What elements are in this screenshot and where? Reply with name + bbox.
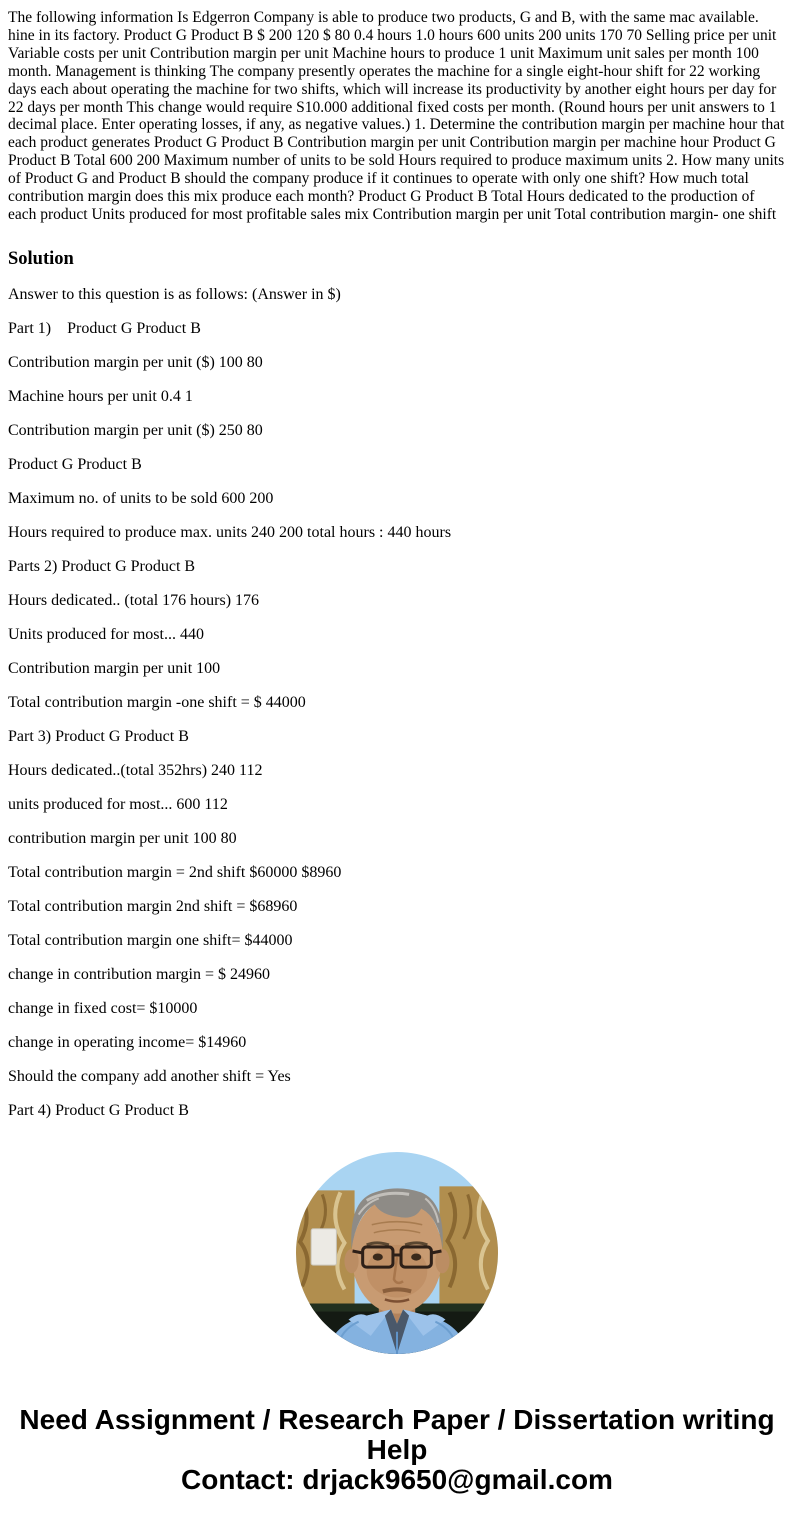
solution-line: Total contribution margin 2nd shift = $68960 [8,897,298,915]
solution-line: Contribution margin per unit 100 [8,659,221,677]
solution-line: change in contribution margin = $ 24960 [8,965,271,983]
solution-line: Should the company add another shift = Yes [8,1067,291,1085]
solution-line: units produced for most... 600 112 [8,795,228,813]
solution-line: Part 4) Product G Product B [8,1101,189,1119]
solution-line: contribution margin per unit 100 80 [8,829,237,847]
solution-line: Maximum no. of units to be sold 600 200 [8,489,274,507]
solution-line: Hours dedicated..(total 352hrs) 240 112 [8,761,263,779]
solution-line: Contribution margin per unit ($) 100 80 [8,353,263,371]
solution-line: Total contribution margin = 2nd shift $60000 $8960 [8,863,342,881]
solution-line: Units produced for most... 440 [8,625,204,643]
video-thumbnail[interactable] [0,1152,794,1354]
tutor-avatar-image[interactable] [296,1152,498,1354]
solution-line: Hours required to produce max. units 240 200 total hours : 440 hours [8,523,452,541]
solution-heading: Solution [8,248,74,269]
solution-line: Part 1) Product G Product B [8,319,201,337]
solution-line: Machine hours per unit 0.4 1 [8,387,193,405]
promo-heading: Need Assignment / Research Paper / Dissertation writing Help [19,1404,775,1465]
solution-line: Part 3) Product G Product B [8,727,189,745]
solution-line: Product G Product B [8,455,142,473]
solution-line: change in fixed cost= $10000 [8,999,198,1017]
footer-promo [0,1405,794,1495]
solution-line: Contribution margin per unit ($) 250 80 [8,421,263,439]
solution-line: Total contribution margin one shift= $44000 [8,931,293,949]
solution-line: Total contribution margin -one shift = $ 44000 [8,693,306,711]
solution-line: Answer to this question is as follows: (Answer in $) [8,285,341,303]
solution-lines [0,285,794,1121]
question-text: The following information Is Edgerron Company is able to produce two products, G and B, with the same mac available. hine in its factory. Product G Product B $ 200 120 $ 80 0.4 hours 1.0 hours 600 units 200 units 170 70 Selling price per unit Variable costs per unit Contribution margin per unit Machine hours to produce 1 unit Maximum unit sales per month 100 month. Management is thinking The company presently operates the machine for a single eight-hour shift for 22 working days each about operating the machine for two shifts, which will increase its productivity by another eight hours per day for 22 days per month This change would require S10.000 additional fixed costs per month. (Round hours per unit answers to 1 decimal place. Enter operating losses, if any, as negative values.) 1. Determine the contribution margin per machine hour that each product generates Product G Product B Contribution margin per unit Contribution margin per machine hour Product G Product B Total 600 200 Maximum number of units to be sold Hours required to produce maximum units 2. How many units of Product G and Product B should the company produce if it continues to operate with only one shift? How much total contribution margin does this mix produce each month? Product G Product B Total Hours dedicated to the production of each product Units produced for most profitable sales mix Contribution margin per unit Total contribution margin- one shift [8,9,785,223]
solution-line: Hours dedicated.. (total 176 hours) 176 [8,591,260,609]
promo-contact-email: Contact: drjack9650@gmail.com [181,1464,613,1495]
solution-line: Parts 2) Product G Product B [8,557,196,575]
solution-line: change in operating income= $14960 [8,1033,247,1051]
